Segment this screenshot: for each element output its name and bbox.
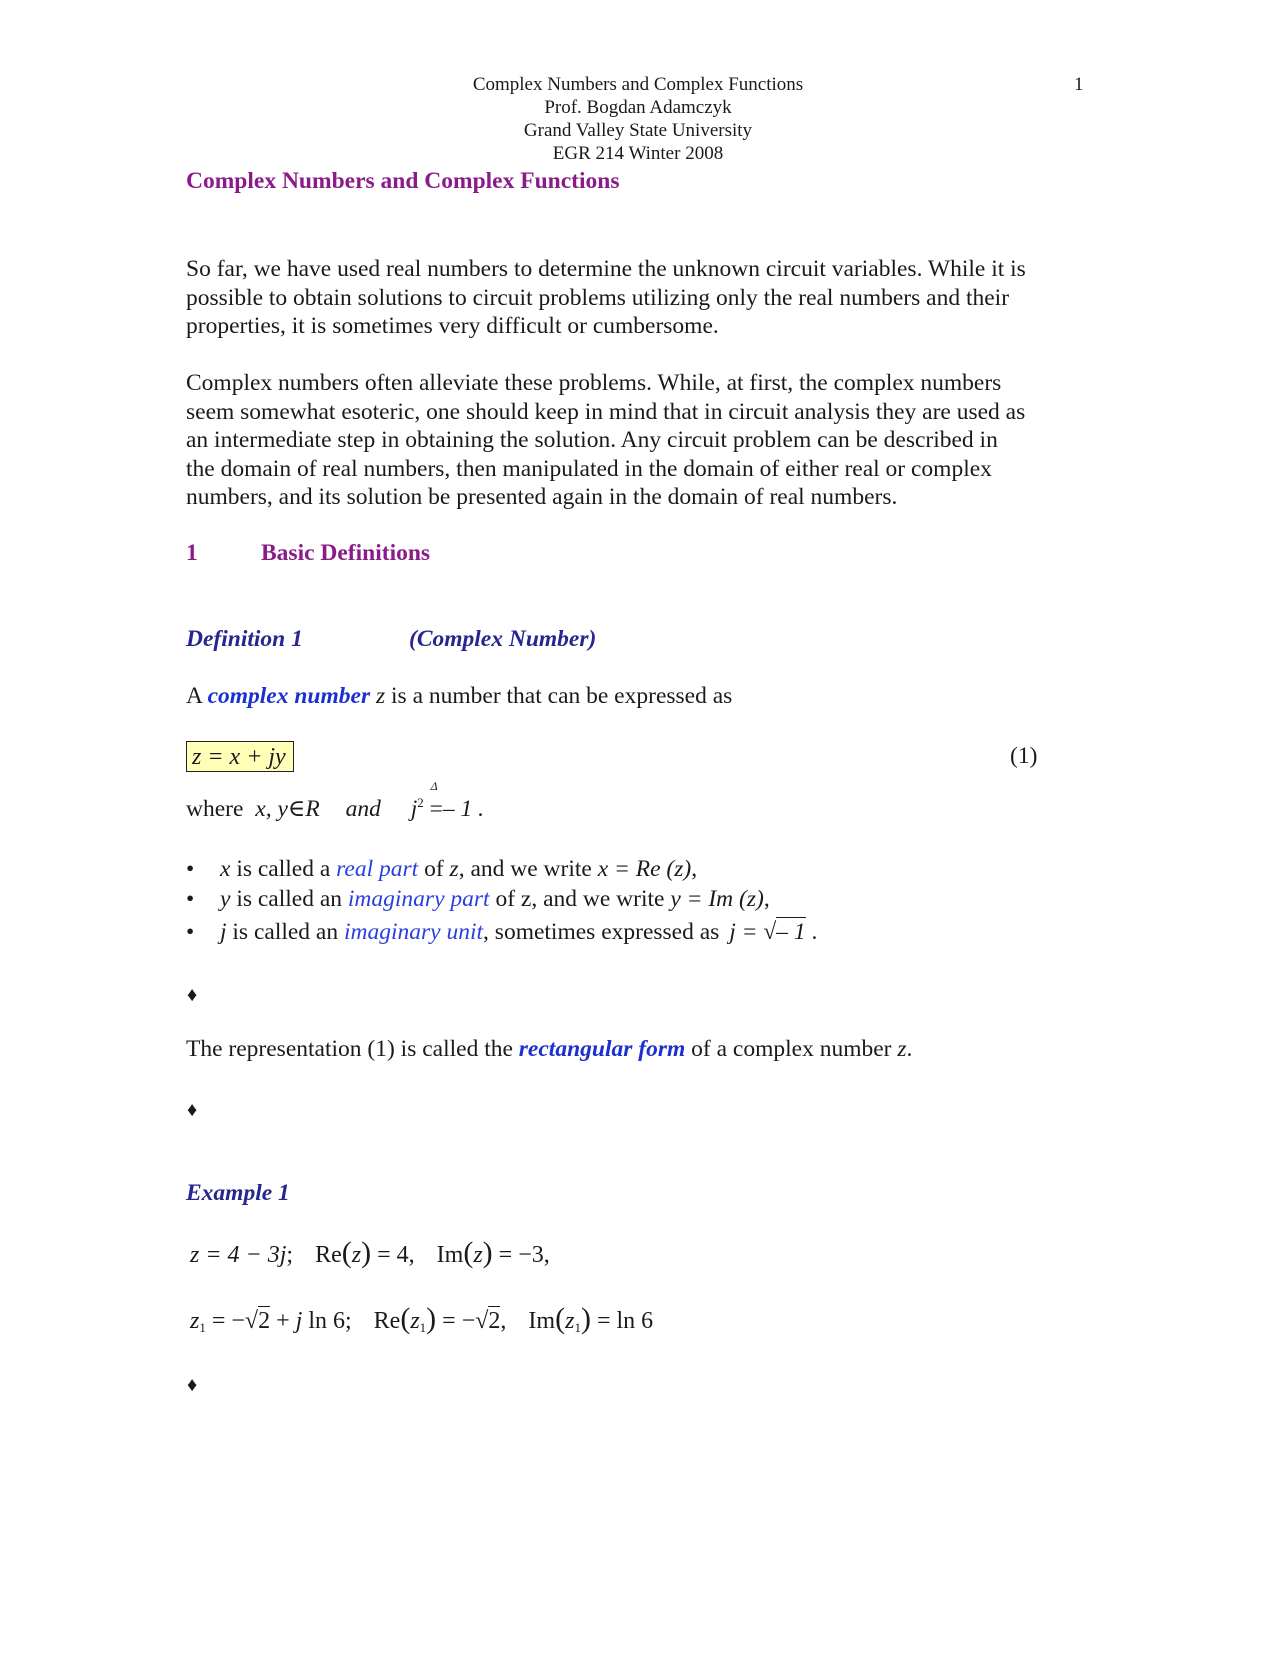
- math-text: = −: [436, 1308, 476, 1334]
- bullet-text: .: [805, 919, 818, 945]
- math-subscript: 1: [199, 1320, 206, 1335]
- page-number: 1: [1074, 74, 1084, 95]
- intro-paragraph-1: [186, 255, 1086, 341]
- math-j: j: [279, 1242, 287, 1268]
- example-equation-1: z = 4 − 3j; Re(z) = 4, Im(z) = −3,: [190, 1236, 550, 1269]
- rectangular-form-term: rectangular form: [518, 1036, 686, 1062]
- header-line-1: Complex Numbers and Complex Functions: [472, 74, 804, 95]
- where-clause: [186, 779, 484, 823]
- variable-z: z: [370, 683, 386, 709]
- imaginary-unit-term: imaginary unit: [344, 919, 484, 945]
- equation-number: (1): [1010, 743, 1038, 769]
- rectangular-form-equation: z = x + jy: [186, 741, 294, 772]
- text-line: So far, we have used real numbers to determine the unknown circuit variables. While it is: [186, 256, 1026, 282]
- math-text: ;: [286, 1242, 294, 1268]
- math-var: z: [410, 1308, 420, 1334]
- bullet-dot: •: [186, 886, 195, 912]
- text-line: Complex numbers often alleviate these problems. While, at first, the complex numbers: [186, 370, 1002, 396]
- definition-name: (Complex Number): [409, 626, 597, 652]
- text-line: the domain of real numbers, then manipulated in the domain of either real or complex: [186, 455, 992, 482]
- definition-label: Definition 1: [186, 626, 303, 652]
- text-line: an intermediate step in obtaining the solution. Any circuit problem can be described in: [186, 427, 998, 454]
- bullet-text: , and we write: [458, 856, 598, 882]
- sentence-text: .: [906, 1036, 913, 1062]
- real-set-symbol: R: [305, 796, 320, 822]
- header-line-2: Prof. Bogdan Adamczyk: [544, 97, 732, 118]
- bullet-text: is called an: [226, 919, 344, 945]
- section-number: 1: [186, 540, 198, 566]
- bullet-var: j: [220, 919, 227, 945]
- sqrt-argument: 2: [258, 1308, 271, 1334]
- bullet-imaginary-part: [220, 886, 770, 913]
- end-marker: ♦: [187, 1099, 198, 1121]
- math-text: = −3,: [492, 1242, 550, 1268]
- header-line-3: Grand Valley State University: [523, 120, 753, 141]
- and-word: and: [345, 796, 381, 822]
- example-label: Example 1: [186, 1180, 290, 1206]
- bullet-var: z: [449, 856, 459, 882]
- example-equation-2: $z_1 = -√2 + j$ ln 6; $Re(z_1) = -√2$, $Im(z_1) = \ln 6$: [190, 1302, 654, 1335]
- text-line: properties, it is sometimes very difficult or cumbersome.: [186, 313, 719, 340]
- math-var: z: [473, 1242, 483, 1268]
- bullet-dot: •: [186, 856, 195, 882]
- text-line: seem somewhat esoteric, one should keep in mind that in circuit analysis they are used as: [186, 398, 1026, 425]
- bullet-dot: •: [186, 919, 195, 945]
- element-of-symbol: ∈: [287, 796, 306, 822]
- bullet-text: is called a: [230, 856, 337, 882]
- definition-intro: [186, 683, 732, 710]
- j-base: j: [410, 796, 418, 822]
- definition-intro-pre: A: [186, 683, 208, 709]
- math-var: z: [565, 1308, 575, 1334]
- bullet-real-part: [220, 856, 697, 883]
- where-word: where: [186, 796, 244, 822]
- math-text: ,: [500, 1308, 507, 1334]
- j-squared-definition: [410, 779, 484, 823]
- sqrt-sign: √: [475, 1308, 489, 1334]
- math-var: z: [190, 1308, 200, 1334]
- im-operator: Im: [528, 1308, 556, 1334]
- math-text: = −: [205, 1308, 245, 1334]
- header-line-4: EGR 214 Winter 2008: [552, 143, 724, 164]
- bullet-text: of z, and we write: [489, 886, 671, 912]
- text-line: numbers, and its solution be presented again in the domain of real numbers.: [186, 484, 898, 511]
- variable-z: z: [897, 1036, 907, 1062]
- bullet-expression: y = Im (z): [670, 886, 764, 912]
- bullet-var: y: [220, 886, 231, 912]
- bullet-text: of: [418, 856, 450, 882]
- bullet-expression: j =: [729, 919, 758, 945]
- bullet-imaginary-unit: [220, 919, 817, 946]
- re-operator: Re: [315, 1242, 342, 1268]
- im-operator: Im: [436, 1242, 464, 1268]
- end-marker: ♦: [187, 1374, 198, 1396]
- imaginary-part-term: imaginary part: [347, 886, 490, 912]
- math-j: j: [295, 1308, 303, 1334]
- equals-sign: =: [429, 796, 443, 822]
- re-operator: Re: [373, 1308, 401, 1334]
- math-var: z: [351, 1242, 362, 1268]
- math-expression: z = 4 − 3: [190, 1242, 280, 1268]
- bullet-expression: x = Re (z): [597, 856, 692, 882]
- rectangular-form-sentence: [186, 1036, 912, 1063]
- sqrt-argument: 2: [488, 1308, 501, 1334]
- real-part-term: real part: [336, 856, 419, 882]
- math-text: = 4,: [371, 1242, 415, 1268]
- math-text: ln 6;: [302, 1308, 352, 1334]
- where-vars: x, y: [255, 796, 288, 822]
- sqrt-sign: √: [244, 1308, 259, 1334]
- math-text: = ln 6: [590, 1308, 654, 1334]
- j-value: – 1 .: [442, 796, 484, 822]
- bullet-text: , sometimes expressed as: [483, 919, 726, 945]
- math-text: +: [270, 1308, 296, 1334]
- math-subscript: 1: [419, 1320, 427, 1335]
- end-marker: ♦: [187, 984, 198, 1006]
- intro-paragraph-2: [186, 369, 1086, 512]
- j-exponent: 2: [417, 795, 424, 811]
- sqrt-argument: – 1: [776, 919, 806, 945]
- page-title: Complex Numbers and Complex Functions: [186, 168, 620, 194]
- bullet-var: x: [220, 856, 231, 882]
- sentence-text: of a complex number: [685, 1036, 898, 1062]
- text-line: possible to obtain solutions to circuit problems utilizing only the real numbers and their: [186, 284, 1010, 311]
- defined-equals: [429, 779, 443, 823]
- section-title: Basic Definitions: [261, 540, 431, 566]
- delta-symbol: Δ: [430, 779, 438, 793]
- bullet-text: ,: [691, 856, 698, 882]
- sentence-text: The representation (1) is called the: [186, 1036, 519, 1062]
- bullet-text: ,: [763, 886, 770, 912]
- sqrt-sign: √: [763, 919, 777, 945]
- bullet-text: is called an: [230, 886, 348, 912]
- complex-number-term: complex number: [207, 683, 371, 709]
- definition-intro-post: is a number that can be expressed as: [385, 683, 733, 709]
- math-subscript: 1: [574, 1320, 581, 1335]
